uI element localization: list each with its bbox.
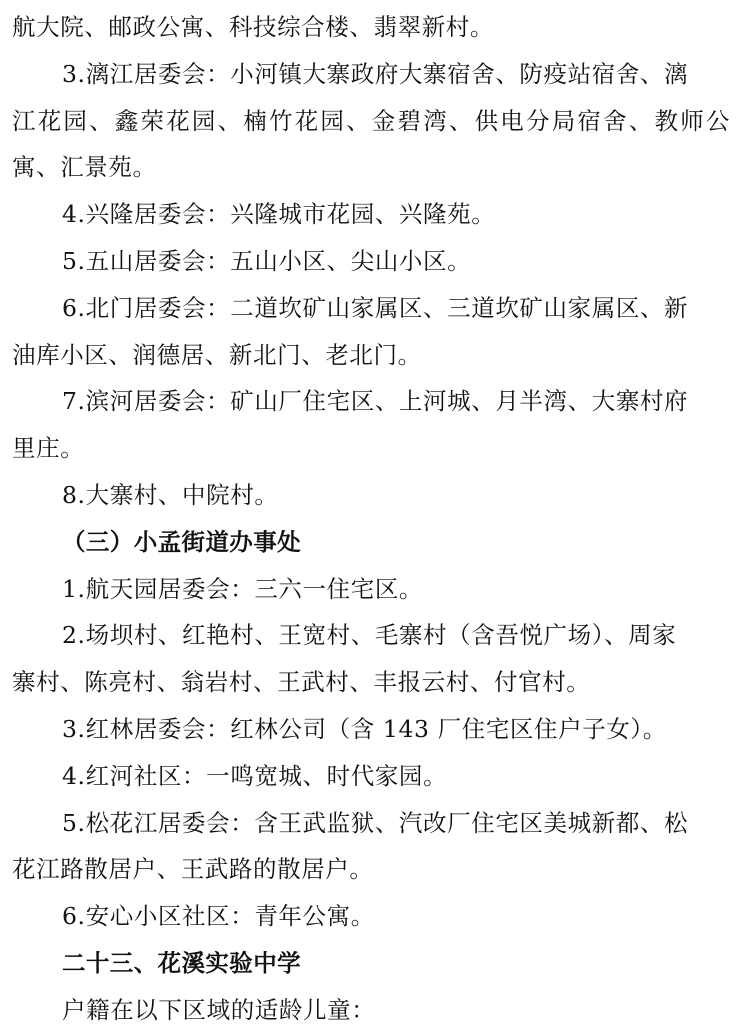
section-heading-xiaomeng: （三）小孟街道办事处 bbox=[62, 527, 301, 556]
list-item-binhe: 7.滨河居委会：矿山厂住宅区、上河城、月半湾、大寨村府 bbox=[62, 387, 689, 416]
list-item-xinglong: 4.兴隆居委会：兴隆城市花园、兴隆苑。 bbox=[62, 200, 496, 229]
list-item-dazhai-village: 8.大寨村、中院村。 bbox=[62, 480, 279, 509]
section-heading-huaxi-school: 二十三、花溪实验中学 bbox=[62, 948, 301, 977]
list-item-beimen: 6.北门居委会：二道坎矿山家属区、三道坎矿山家属区、新 bbox=[62, 293, 689, 322]
list-item-honghe: 4.红河社区：一鸣宽城、时代家园。 bbox=[62, 761, 448, 790]
text-line-continuation: 里庄。 bbox=[12, 434, 85, 463]
text-line-continuation: 油库小区、润德居、新北门、老北门。 bbox=[12, 340, 422, 369]
list-item-hangtianyuan: 1.航天园居委会：三六一住宅区。 bbox=[62, 574, 424, 603]
text-line-continuation: 江花园、鑫荣花园、楠竹花园、金碧湾、供电分局宿舍、教师公 bbox=[12, 106, 732, 135]
text-line-continuation: 花江路散居户、王武路的散居户。 bbox=[12, 855, 374, 884]
text-line-continuation: 寨村、陈亮村、翁岩村、王武村、丰报云村、付官村。 bbox=[12, 668, 591, 697]
text-line-continuation: 寓、汇景苑。 bbox=[12, 153, 157, 182]
list-item-villages: 2.场坝村、红艳村、王宽村、毛寨村（含吾悦广场）、周家 bbox=[62, 621, 677, 650]
list-item-anxin: 6.安心小区社区：青年公寓。 bbox=[62, 902, 375, 931]
list-item-honglin: 3.红林居委会：红林公司（含 143 厂住宅区住户子女）。 bbox=[62, 714, 667, 743]
paragraph-eligible-children: 户籍在以下区域的适龄儿童： bbox=[62, 995, 376, 1024]
text-line-continuation: 航大院、邮政公寓、科技综合楼、翡翠新村。 bbox=[12, 13, 494, 41]
list-item-songhuajiang: 5.松花江居委会：含王武监狱、汽改厂住宅区美城新都、松 bbox=[62, 808, 689, 837]
list-item-lijiang: 3.漓江居委会：小河镇大寨政府大寨宿舍、防疫站宿舍、漓 bbox=[62, 59, 689, 88]
list-item-wushan: 5.五山居委会：五山小区、尖山小区。 bbox=[62, 246, 472, 275]
